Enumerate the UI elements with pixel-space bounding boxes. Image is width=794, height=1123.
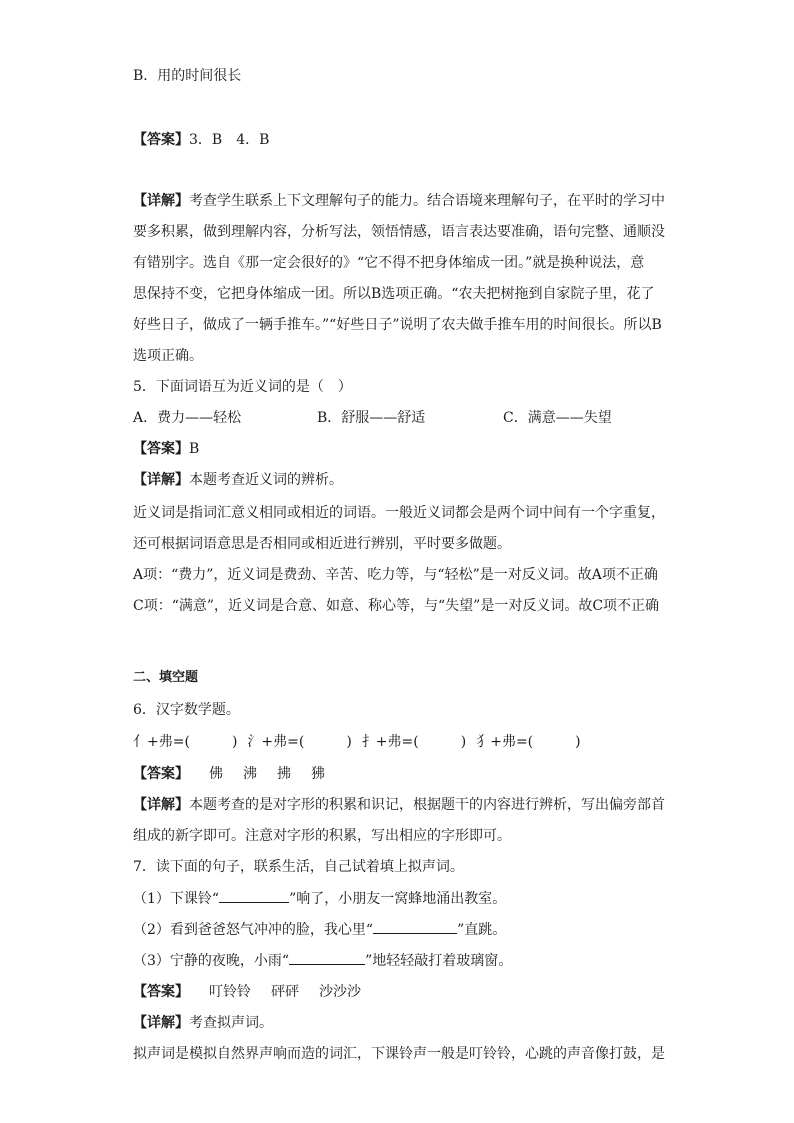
q6-stem: 6．汉字数学题。 xyxy=(133,702,240,718)
answer-label: 【答案】 xyxy=(133,132,189,148)
q7-answer xyxy=(133,982,361,1002)
detail-text: 本题考查近义词的辨析。 xyxy=(189,472,343,488)
option-c: C．满意——失望 xyxy=(503,410,612,426)
answer-text: B xyxy=(189,441,200,457)
explanation-line: A项：“费力”，近义词是费劲、辛苦、吃力等，与“轻松”是一对反义词。故A项不正确 xyxy=(133,567,658,583)
answer-2: 砰砰 xyxy=(271,984,299,1000)
answer-text: 3．B 4．B xyxy=(189,132,270,148)
q4-option-b: B．用的时间很长 xyxy=(133,68,242,84)
q6-item-3: 扌+弗=( ) xyxy=(361,734,467,750)
answer-2: 沸 xyxy=(243,766,257,782)
q7-sentence-1: （1）下课铃“ ”响了，小朋友一窝蜂地涌出教室。 xyxy=(133,888,506,909)
q6-items xyxy=(133,732,581,752)
answer-label: 【答案】 xyxy=(133,766,189,782)
detail-text: 考查学生联系上下文理解句子的能力。结合语境来理解句子，在平时的学习中 xyxy=(189,193,665,209)
answer-3: 沙沙沙 xyxy=(319,984,361,1000)
q5-detail xyxy=(133,470,343,490)
detail-text: 考查拟声词。 xyxy=(189,1015,273,1031)
answer-blank[interactable] xyxy=(289,950,365,965)
answer-4: 狒 xyxy=(311,766,325,782)
explanation-line: C项：“满意”，近义词是合意、如意、称心等，与“失望”是一对反义词。故C项不正确 xyxy=(133,598,660,614)
q6-answer xyxy=(133,764,325,784)
detail-label: 【详解】 xyxy=(133,472,189,488)
answer-1: 叮铃铃 xyxy=(209,984,251,1000)
detail-label: 【详解】 xyxy=(133,1015,189,1031)
q7-stem: 7．读下面的句子，联系生活，自己试着填上拟声词。 xyxy=(133,859,464,875)
answer-blank[interactable] xyxy=(219,888,289,903)
detail-line: 组成的新字即可。注意对字形的积累，写出相应的字形即可。 xyxy=(133,828,511,844)
detail-text: 本题考查的是对字形的积累和识记，根据题干的内容进行辨析，写出偏旁部首 xyxy=(189,797,665,813)
option-b: B．舒服——舒适 xyxy=(317,410,426,426)
answer-blank[interactable] xyxy=(373,919,457,934)
section-title: 二、填空题 xyxy=(133,670,199,685)
answer-label: 【答案】 xyxy=(133,984,189,1000)
q5-answer xyxy=(133,439,199,459)
detail-line: 要多积累，做到理解内容，分析写法，领悟情感，语言表达要准确，语句完整、通顺没 xyxy=(133,224,665,240)
explanation-line: 拟声词是模拟自然界声响而造的词汇，下课铃声一般是叮铃铃，心跳的声音像打鼓，是 xyxy=(133,1046,665,1062)
q7-detail xyxy=(133,1013,273,1033)
q5-options xyxy=(133,408,612,428)
answer-3: 拂 xyxy=(277,766,291,782)
answer-1: 佛 xyxy=(209,766,223,782)
q7-sentence-3: （3）宁静的夜晚，小雨“ ”地轻轻敲打着玻璃窗。 xyxy=(133,950,512,971)
q6-item-1: 亻+弗=( ) xyxy=(133,734,238,750)
q6-detail xyxy=(133,795,665,815)
detail-line: 思保持不变，它把身体缩成一团。所以B选项正确。“农夫把树拖到自家院子里，花了 xyxy=(133,286,655,302)
q7-sentence-2: （2）看到爸爸怒气冲冲的脸，我心里“ ”直跳。 xyxy=(133,919,506,940)
detail-line: 好些日子，做成了一辆手推车。”“好些日子”说明了农夫做手推车用的时间很长。所以B xyxy=(133,317,662,333)
option-a: A．费力——轻松 xyxy=(133,410,242,426)
answer-label: 【答案】 xyxy=(133,441,189,457)
detail-label: 【详解】 xyxy=(133,797,189,813)
detail-line: 选项正确。 xyxy=(133,348,203,364)
detail-line: 有错别字。选自《那一定会很好的》“它不得不把身体缩成一团。”就是换种说法，意 xyxy=(133,255,645,271)
explanation-line: 近义词是指词汇意义相同或相近的词语。一般近义词都会是两个词中间有一个字重复， xyxy=(133,505,665,521)
detail-line xyxy=(133,191,665,211)
detail-label: 【详解】 xyxy=(133,193,189,209)
q6-item-2: 氵+弗=( ) xyxy=(247,734,352,750)
q6-item-4: 犭+弗=( ) xyxy=(476,734,581,750)
explanation-line: 还可根据词语意思是否相同或相近进行辨别，平时要多做题。 xyxy=(133,536,511,552)
q3-4-answer xyxy=(133,130,269,150)
q5-stem: 5．下面词语互为近义词的是（ ） xyxy=(133,379,352,395)
